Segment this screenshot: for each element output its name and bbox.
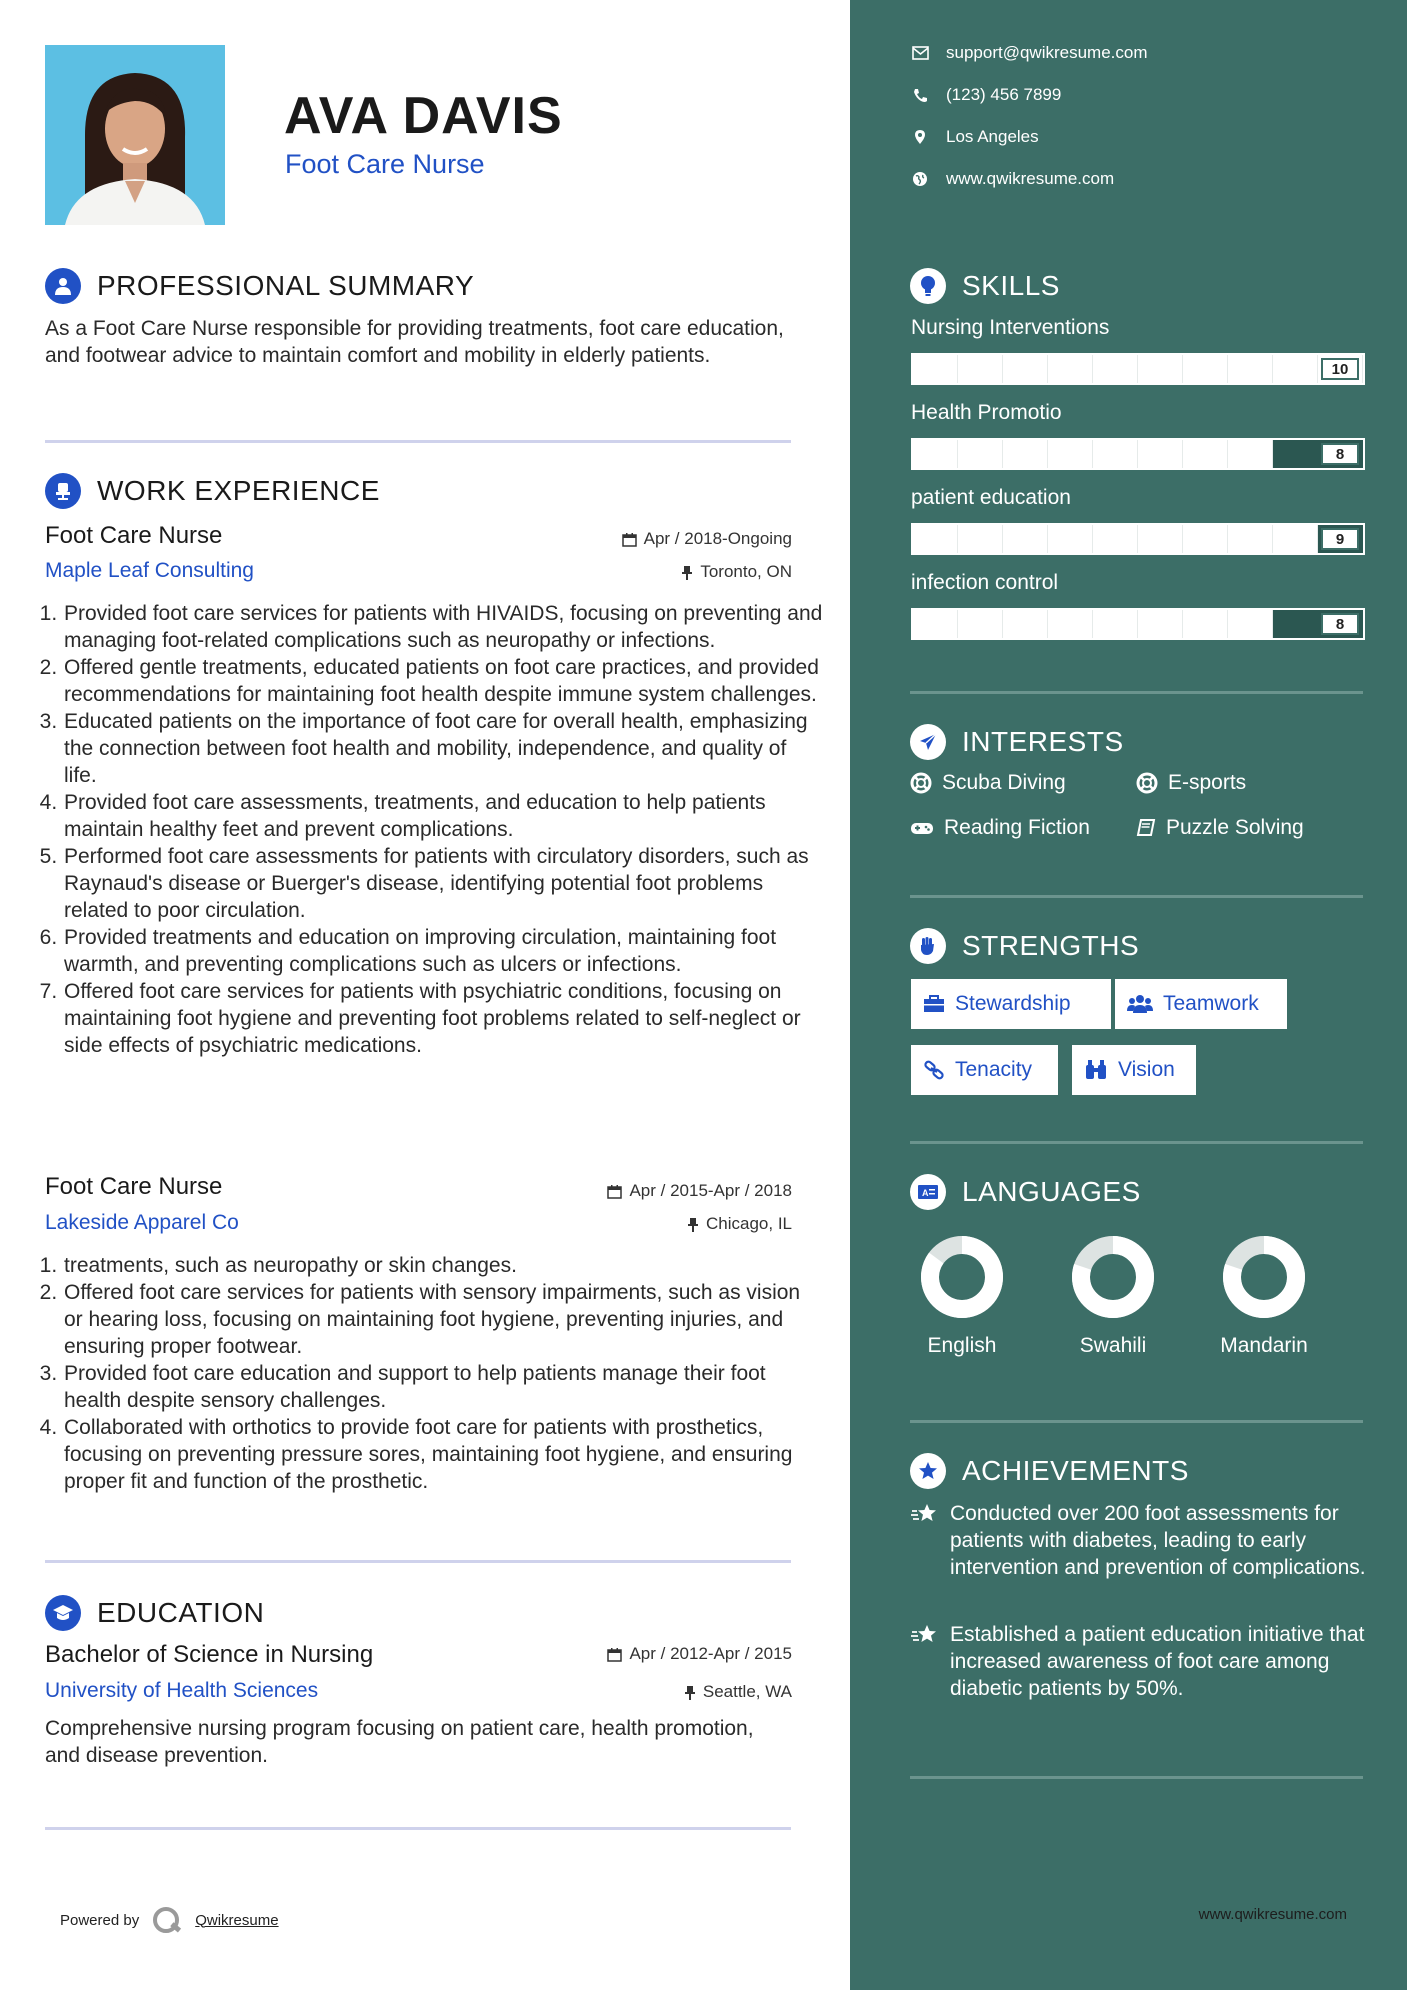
skill-bar-segment [1183,610,1228,638]
contact-location-text: Los Angeles [946,127,1039,146]
skill-bar-segment [1003,610,1048,638]
pin-icon [681,565,693,580]
skill-bar-segment [1228,525,1273,553]
skill-level: 9 [1321,528,1359,550]
summary-header [45,268,474,304]
education-heading: EDUCATION [97,1597,265,1628]
divider [910,1420,1363,1423]
candidate-name: AVA DAVIS [284,87,563,145]
work-heading: WORK EXPERIENCE [97,475,380,506]
skill-bar-segment [958,610,1003,638]
school-name: University of Health Sciences [45,1679,319,1702]
skill-bar-segment [958,355,1003,383]
languages-heading: LANGUAGES [962,1176,1141,1207]
contact-website-text: www.qwikresume.com [946,169,1115,188]
language-donut [1221,1234,1307,1320]
interest-label: E-sports [1168,771,1247,794]
briefcase-icon [923,995,945,1013]
company-name: Lakeside Apparel Co [45,1211,239,1234]
strength-chip [1115,979,1287,1029]
skill-bar [911,523,1365,555]
strength-label: Stewardship [955,992,1071,1015]
language-item [1194,1234,1334,1358]
qwikresume-link[interactable]: Qwikresume [195,1911,279,1929]
skill-bar-segment [958,440,1003,468]
company-name: Maple Leaf Consulting [45,559,254,582]
globe-icon [912,171,928,187]
skill-bar-segment [913,610,958,638]
calendar-icon [622,532,637,547]
phone-icon [913,88,928,103]
list-item: 3. Educated patients on the importance of foot care for overall health, emphasizing the connection between foot health and mobility, independence, and quality of life. [63,708,823,789]
list-item: 4. Collaborated with orthotics to provide foot care for patients with prosthetics, focusing on preventing pressure sores, maintaining foot hygiene, and ensuring proper fit and function of the prosthetic. [63,1414,823,1495]
skill-bar-segment [1138,440,1183,468]
skill-bar-segment [1093,610,1138,638]
language-item [892,1234,1032,1358]
skill-bar-segment [958,525,1003,553]
skill-bar-segment [1273,440,1318,468]
skill-bar-segment [1093,525,1138,553]
skill-bar-segment [1138,525,1183,553]
user-icon [45,268,81,304]
education-location-text: Seattle, WA [702,1682,792,1701]
contact-website[interactable] [910,169,1114,189]
skill-bar-segment [1273,610,1318,638]
contact-phone[interactable] [910,85,1061,105]
achievement-item [910,1621,1370,1702]
skill-bar-segment [1003,440,1048,468]
paper-plane-icon [910,724,946,760]
skill-bar-segment [1228,610,1273,638]
skill-bar-segment [1048,525,1093,553]
job-date-text: Apr / 2018-Ongoing [643,529,792,548]
list-item: 4. Provided foot care assessments, treatments, and education to help patients maintain healthy feet and prevent complications. [63,789,823,843]
calendar-icon [607,1647,622,1662]
skill-level: 8 [1321,443,1359,465]
list-item: 2. Offered gentle treatments, educated patients on foot care practices, and provided recommendations for maintaining foot health despite immune system challenges. [63,654,823,708]
gamepad-icon [910,820,934,836]
education-text: Comprehensive nursing program focusing on patient care, health promotion, and disease prevention. [45,1717,754,1767]
strength-chip [911,979,1111,1029]
skill-label: Health Promotio [911,401,1062,424]
skill-bar [911,608,1365,640]
list-item: 6. Provided treatments and education on improving circulation, maintaining foot warmth, and preventing complications such as ulcers or infections. [63,924,823,978]
achievements-heading: ACHIEVEMENTS [962,1455,1189,1486]
skill-label: infection control [911,571,1059,594]
interest-item [1136,771,1246,795]
lifebuoy-icon [910,772,932,794]
achievement-item [910,1500,1370,1581]
skill-bar-segment [1228,355,1273,383]
skill-bar [911,353,1365,385]
job-location-text: Toronto, ON [700,562,792,581]
skill-level: 10 [1321,358,1359,380]
interest-label: Puzzle Solving [1166,816,1304,839]
education-header [45,1595,264,1631]
pin-icon [687,1217,699,1232]
interest-item [910,816,1090,840]
skill-bar [911,438,1365,470]
contact-email-text: support@qwikresume.com [946,43,1148,62]
summary-heading: PROFESSIONAL SUMMARY [97,270,475,301]
skill-bar-segment [913,525,958,553]
skill-bar-segment [1273,355,1318,383]
divider [910,691,1363,694]
education-date [607,1644,792,1664]
achievement-text: Established a patient education initiative that increased awareness of foot care among diabetic patients by 50%. [950,1623,1365,1700]
job-date-text: Apr / 2015-Apr / 2018 [629,1181,792,1200]
strength-chip [1072,1045,1196,1095]
svg-text:A: A [922,1188,929,1198]
star-icon [910,1502,940,1528]
strength-chip [911,1045,1058,1095]
skills-heading: SKILLS [962,270,1060,301]
skill-bar-segment [1183,440,1228,468]
skill-bar-segment [1138,355,1183,383]
skill-bar-segment [1093,355,1138,383]
skill-bar-segment [1183,525,1228,553]
job-date [622,529,792,549]
interests-heading: INTERESTS [962,726,1124,757]
summary-text: As a Foot Care Nurse responsible for providing treatments, foot care education, and footwear advice to maintain comfort and mobility in elderly patients. [45,317,784,367]
list-item: 2. Offered foot care services for patients with sensory impairments, such as vision or hearing loss, focusing on maintaining foot hygiene, preventing injuries, and ensuring proper footwear. [63,1279,823,1360]
contact-email[interactable] [910,43,1148,63]
language-icon [910,1174,946,1210]
achievement-text: Conducted over 200 foot assessments for patients with diabetes, leading to early intervention and prevention of complications. [950,1502,1366,1579]
interest-label: Scuba Diving [942,771,1066,794]
divider [910,895,1363,898]
achievements-header [910,1453,1189,1489]
chair-icon [45,473,81,509]
star-icon [910,1623,940,1649]
star-badge-icon [910,1453,946,1489]
calendar-icon [607,1184,622,1199]
list-item: 5. Performed foot care assessments for patients with circulatory disorders, such as Raynaud's disease or Buerger's disease, identifying potential foot problems related to poor circulation. [63,843,823,924]
profile-photo [45,45,225,225]
interests-header [910,724,1124,760]
list-item: 7. Offered foot care services for patients with psychiatric conditions, focusing on maintaining foot hygiene and preventing foot problems related to self-neglect or side effects of psychiatric medications. [63,978,823,1059]
skill-bar-segment [1003,355,1048,383]
skill-label: Nursing Interventions [911,316,1110,339]
job-location [687,1214,792,1234]
job-location-text: Chicago, IL [706,1214,792,1233]
divider [910,1141,1363,1144]
skill-bar-segment [1273,525,1318,553]
interest-label: Reading Fiction [944,816,1090,839]
powered-by [60,1905,279,1935]
work-header [45,473,380,509]
lightbulb-icon [910,268,946,304]
language-label: Mandarin [1220,1334,1308,1357]
strengths-heading: STRENGTHS [962,930,1140,961]
job-date [607,1181,792,1201]
contact-location [910,127,1039,147]
languages-header [910,1174,1141,1210]
job-title: Foot Care Nurse [45,522,223,549]
job-location [681,562,792,582]
education-location [684,1682,792,1702]
skill-bar-segment [913,440,958,468]
binoculars-icon [1084,1059,1108,1081]
divider [45,440,791,443]
skill-bar-segment [1183,355,1228,383]
profile-photo-image [45,45,225,225]
degree-title: Bachelor of Science in Nursing [45,1641,374,1668]
language-donut [1070,1234,1156,1320]
strength-label: Teamwork [1163,992,1259,1015]
strength-label: Tenacity [955,1058,1033,1081]
candidate-title: Foot Care Nurse [285,149,485,179]
list-item: 3. Provided foot care education and support to help patients manage their foot health despite sensory challenges. [63,1360,823,1414]
skill-bar-segment [913,355,958,383]
divider [45,1827,791,1830]
contact-phone-text: (123) 456 7899 [946,85,1062,104]
language-donut [919,1234,1005,1320]
language-label: Swahili [1079,1334,1147,1357]
skill-bar-segment [1048,355,1093,383]
powered-by-label: Powered by [60,1911,140,1929]
lifebuoy-icon [1136,772,1158,794]
fist-icon [910,928,946,964]
interest-item [910,771,1066,795]
skills-header [910,268,1060,304]
divider [910,1776,1363,1779]
graduation-cap-icon [45,1595,81,1631]
strengths-header [910,928,1139,964]
education-date-text: Apr / 2012-Apr / 2015 [629,1644,792,1663]
envelope-icon [912,46,929,60]
list-item: 1. treatments, such as neuropathy or skin changes. [63,1252,823,1279]
skill-bar-segment [1228,440,1273,468]
job-title: Foot Care Nurse [45,1173,223,1200]
skill-bar-segment [1048,610,1093,638]
job-bullets [45,600,823,1059]
skill-bar-segment [1138,610,1183,638]
language-item [1043,1234,1183,1358]
skill-bar-segment [1003,525,1048,553]
link-icon [923,1059,945,1081]
list-item: 1. Provided foot care services for patients with HIVAIDS, focusing on preventing and managing foot-related complications such as neuropathy or infections. [63,600,823,654]
book-icon [1136,818,1156,838]
divider [45,1560,791,1563]
qwikresume-logo-icon [151,1905,185,1935]
language-label: English [927,1334,997,1357]
map-marker-icon [914,129,926,145]
pin-icon [684,1685,696,1700]
job-bullets [45,1252,823,1495]
skill-bar-segment [1093,440,1138,468]
sidebar [850,0,1407,1990]
skill-label: patient education [911,486,1071,509]
skill-level: 8 [1321,613,1359,635]
strength-label: Vision [1118,1058,1175,1081]
interest-item [1136,816,1304,840]
footer-website[interactable]: www.qwikresume.com [1198,1906,1347,1923]
users-icon [1127,994,1153,1014]
skill-bar-segment [1048,440,1093,468]
